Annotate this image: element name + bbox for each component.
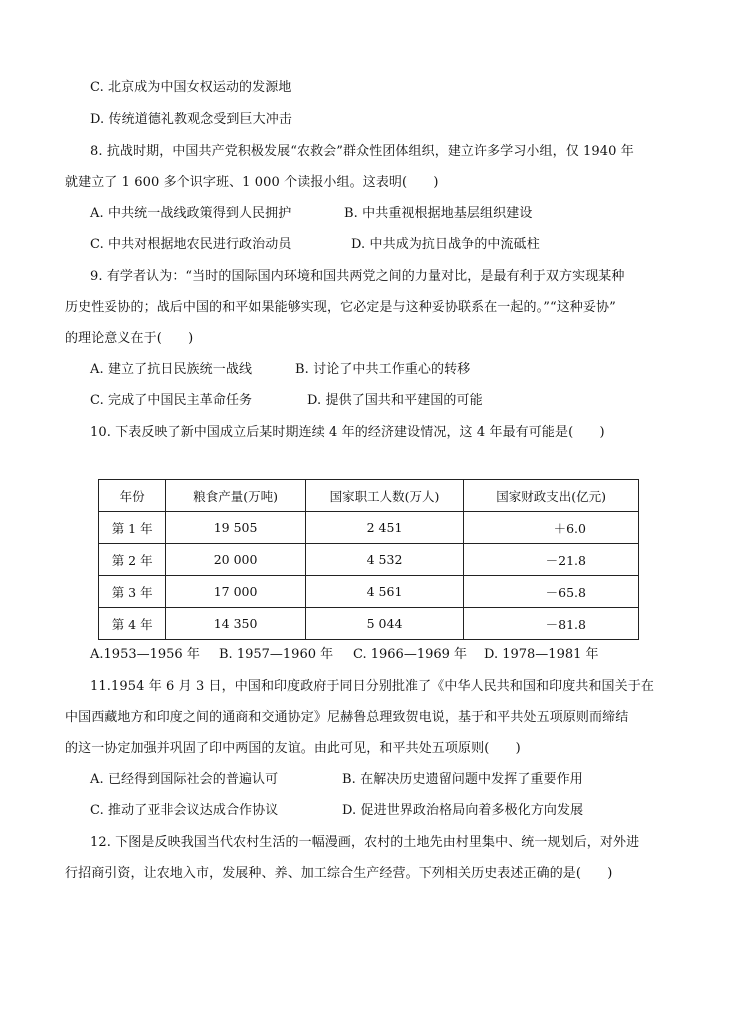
table-cell: －81.8: [464, 608, 639, 640]
q8-option-c: C. 中共对根据地农民进行政治动员: [90, 237, 292, 252]
table-cell: 20 000: [166, 544, 306, 576]
table-header-workers: 国家职工人数(万人): [305, 480, 463, 512]
q10-option-d: D. 1978—1981 年: [484, 647, 599, 662]
q8-option-a: A. 中共统一战线政策得到人民拥护: [90, 206, 292, 221]
table-cell: 4 532: [305, 544, 463, 576]
table-row: [99, 512, 639, 544]
table-cell: ＋6.0: [464, 512, 639, 544]
q9-option-d: D. 提供了国共和平建国的可能: [307, 393, 483, 408]
q8-option-b: B. 中共重视根据地基层组织建设: [344, 206, 533, 221]
q10-option-b: B. 1957—1960 年: [219, 647, 334, 662]
q11-option-c: C. 推动了亚非会议达成合作协议: [90, 803, 279, 818]
q8-option-d: D. 中共成为抗日战争的中流砥柱: [351, 237, 540, 252]
economy-table: [98, 479, 639, 640]
q10-option-c: C. 1966—1969 年: [353, 647, 468, 662]
table-cell: 5 044: [305, 608, 463, 640]
table-header-fiscal: 国家财政支出(亿元): [464, 480, 639, 512]
table-cell: 第 1 年: [99, 512, 166, 544]
table-header-grain: 粮食产量(万吨): [166, 480, 306, 512]
q7-option-d: D. 传统道德礼教观念受到巨大冲击: [90, 112, 292, 127]
table-row: [99, 576, 639, 608]
q11-option-d: D. 促进世界政治格局向着多极化方向发展: [342, 803, 584, 818]
q11-stem-line3: 的这一协定加强并巩固了印中两国的友谊。由此可见，和平共处五项原则( ): [65, 741, 521, 756]
q9-stem-line3: 的理论意义在于( ): [65, 331, 194, 346]
q10-stem: 10. 下表反映了新中国成立后某时期连续 4 年的经济建设情况，这 4 年最有可能是( ): [90, 425, 605, 440]
table-cell: 2 451: [305, 512, 463, 544]
q11-option-a: A. 已经得到国际社会的普遍认可: [90, 772, 279, 787]
table-cell: 14 350: [166, 608, 306, 640]
q9-option-b: B. 讨论了中共工作重心的转移: [295, 362, 471, 377]
table-cell: －65.8: [464, 576, 639, 608]
q11-stem-line1: 11.1954 年 6 月 3 日，中国和印度政府于同日分别批准了《中华人民共和国和印度共和国关于在: [90, 679, 654, 694]
table-row: [99, 608, 639, 640]
table-cell: 第 3 年: [99, 576, 166, 608]
table-header-row: [99, 480, 639, 512]
q7-option-c: C. 北京成为中国女权运动的发源地: [90, 80, 292, 95]
q9-option-c: C. 完成了中国民主革命任务: [90, 393, 253, 408]
table-cell: 4 561: [305, 576, 463, 608]
q10-option-a: A.1953—1956 年: [90, 647, 200, 662]
q9-stem-line1: 9. 有学者认为：“当时的国际国内环境和国共两党之间的力量对比，是最有利于双方实现某种: [90, 269, 625, 284]
q8-stem-line1: 8. 抗战时期，中国共产党积极发展“农救会”群众性团体组织，建立许多学习小组，仅 1940 年: [90, 144, 634, 159]
table-header-year: 年份: [99, 480, 166, 512]
table-cell: 19 505: [166, 512, 306, 544]
q12-stem-line2: 行招商引资，让农地入市，发展种、养、加工综合生产经营。下列相关历史表述正确的是( ): [65, 866, 613, 881]
q11-option-b: B. 在解决历史遗留问题中发挥了重要作用: [342, 772, 583, 787]
q9-stem-line2: 历史性妥协的；战后中国的和平如果能够实现，它必定是与这种妥协联系在一起的。”“这种妥协”: [65, 300, 616, 315]
q8-stem-line2: 就建立了 1 600 多个识字班、1 000 个读报小组。这表明( ): [65, 175, 439, 190]
table-cell: －21.8: [464, 544, 639, 576]
table-cell: 第 2 年: [99, 544, 166, 576]
table-row: [99, 544, 639, 576]
q12-stem-line1: 12. 下图是反映我国当代农村生活的一幅漫画，农村的土地先由村里集中、统一规划后，对外进: [90, 835, 640, 850]
q11-stem-line2: 中国西藏地方和印度之间的通商和交通协定》尼赫鲁总理致贺电说，基于和平共处五项原则而缔结: [65, 710, 629, 725]
table-cell: 第 4 年: [99, 608, 166, 640]
table-cell: 17 000: [166, 576, 306, 608]
q9-option-a: A. 建立了抗日民族统一战线: [90, 362, 253, 377]
